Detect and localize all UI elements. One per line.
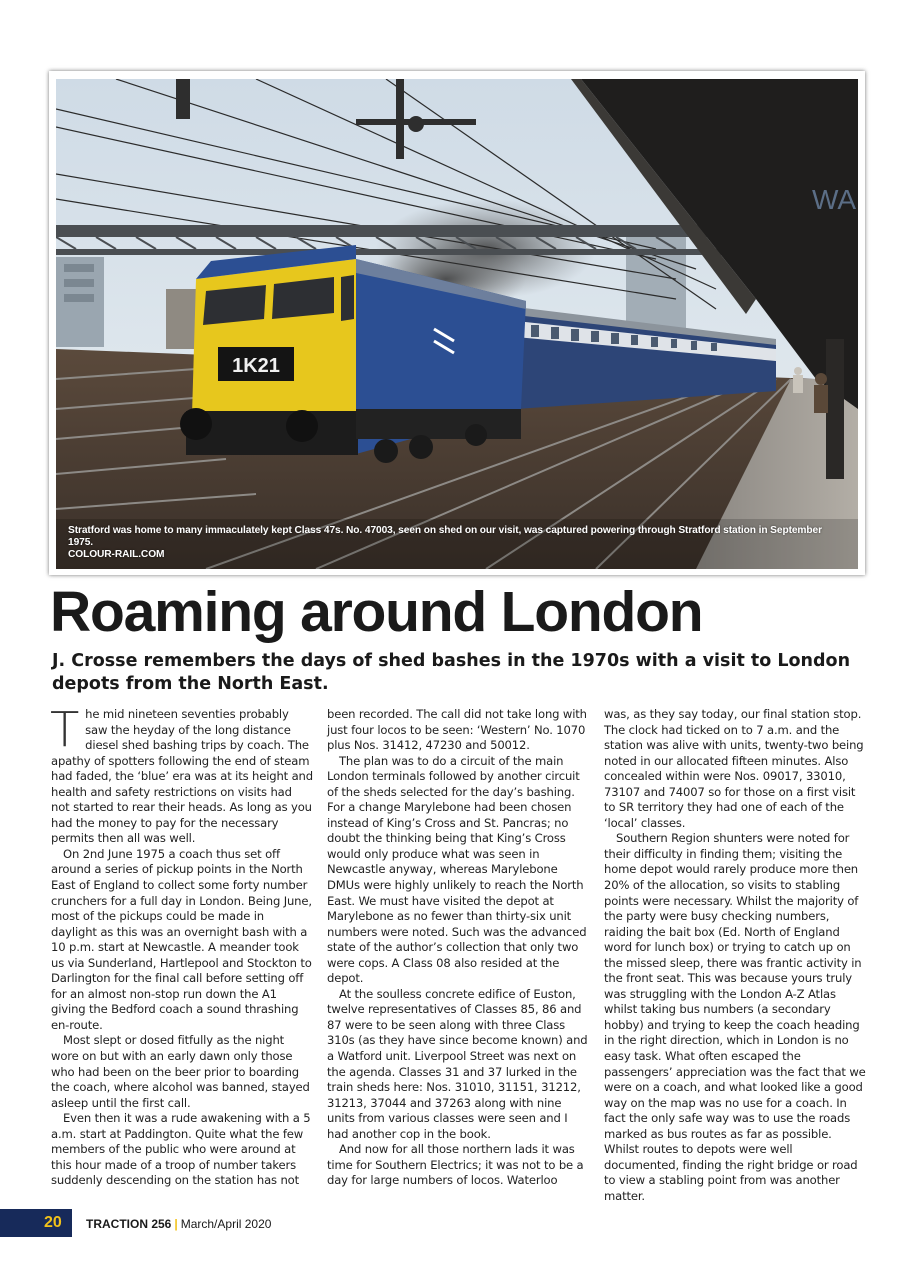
paragraph: Most slept or dosed fitfully as the night wore on but with an early dawn only those who had been on the beer prior to boarding the coach, where alcohol was banned, stayed asleep until the first call.: [51, 1033, 310, 1110]
paragraph: The plan was to do a circuit of the main London terminals followed by another circuit of the sheds selected for the day’s bashing. For a change Marylebone had been chosen instead of King’s Cross and St. Pancras; no doubt the thinking being that King’s Cross would only produce what was seen in Newcastle anyway, whereas Marylebone DMUs were highly unlikely to reach the North East. We must have visited the depot at Marylebone as no fewer than thirty-six unit numbers were noted. Such was the advanced state of the author’s collection that only two were cops. A Class 08 also resided at the depot.: [327, 753, 587, 986]
drop-cap: T: [50, 702, 80, 758]
page-number: 20: [44, 1214, 62, 1231]
article-column-2: [327, 707, 589, 1189]
photo-illustration: [56, 79, 858, 569]
paragraph: was, as they say today, our final station stop. The clock had ticked on to 7 a.m. and the station was alive with units, twenty-two being noted in our allocated fifteen minutes. Also concealed within were Nos. 09017, 33010, 73107 and 74007 so for those on a first visit to SR territory they had one of each of the ‘local’ classes.: [604, 707, 864, 830]
magazine-name: TRACTION 256: [86, 1217, 172, 1231]
locomotive-photo: [56, 79, 858, 569]
photo-frame: [49, 71, 865, 575]
caption-text: Stratford was home to many immaculately kept Class 47s. No. 47003, seen on shed on our visit, was captured powering through Stratford station in September 1975.: [68, 525, 822, 548]
footer-separator: |: [174, 1217, 178, 1231]
photo-caption: [68, 525, 843, 561]
paragraph: At the soulless concrete edifice of Euston, twelve representatives of Classes 85, 86 and 87 were to be seen along with three Class 310s (as they have since become known) and a Watford unit. Liverpool Street was next on the agenda. Classes 31 and 37 lurked in the train sheds here: Nos. 31010, 31151, 31212, 31213, 37044 and 37263 along with nine units from various classes were seen and I had another cop in the book.: [327, 986, 588, 1141]
paragraph: And now for all those northern lads it was time for Southern Electrics; it was not to be a day for large numbers of locos. Waterloo: [327, 1142, 584, 1188]
article-column-1: [50, 702, 313, 1189]
paragraph: Southern Region shunters were noted for their difficulty in finding them; visiting the home depot would rarely produce more then 20% of the allocation, so visits to stabling points were necessary. Whilst the majority of the party were busy checking numbers, raiding the bait box (Ed. North of England word for lunch box) or trying to catch up on the missed sleep, there was frantic activity in the front seat. This was because yours truly was struggling with the London A-Z Atlas whilst taking bus numbers (a secondary hobby) and trying to keep the coach heading in the right direction, which in London is no easy task. What often escaped the passengers’ appreciation was the fact that we were on a coach, and what looked like a good way on the map was no use for a coach. In fact the only safe way was to use the roads marked as bus routes as far as possible. Whilst routes to depots were well documented, finding the right bridge or road to view a stabling point from was another matter.: [604, 831, 866, 1203]
headcode-panel: 1K21: [232, 355, 280, 377]
paragraph: Even then it was a rude awakening with a 5 a.m. start at Paddington. Quite what the few members of the public who were around at this hour made of a troop of number takers suddenly descending on the station has not: [51, 1111, 311, 1188]
article-standfirst: J. Crosse remembers the days of shed bashes in the 1970s with a visit to London depots from the North East.: [52, 651, 851, 694]
paragraph: On 2nd June 1975 a coach thus set off around a series of pickup points in the North East of England to collect some forty number crunchers for a full day in London. Being June, most of the pickups could be made in daylight as this was an overnight bash with a 10 p.m. start at Newcastle. A meander took us via Sunderland, Hartlepool and Stockton to Darlington for the final call before setting off for an almost non-stop run down the A1 giving the Bedford coach a sound thrashing en-route.: [51, 846, 312, 1032]
article-column-3: [604, 707, 866, 1205]
svg-text:WA: WA: [812, 184, 857, 215]
issue-date: March/April 2020: [180, 1217, 272, 1231]
paragraph: been recorded. The call did not take long with just four locos to be seen: ‘Western’ No. 1070 plus Nos. 31412, 47230 and 50012.: [327, 707, 587, 753]
paragraph: The mid nineteen seventies probably saw the heyday of the long distance diesel shed bashing trips by coach. The apathy of spotters following the end of steam had faded, the ‘blue’ era was at its height and health and safety restrictions on visits had not started to rear their heads. As long as you had the money to pay for the necessary permits then all was well.: [50, 702, 313, 846]
article-title: Roaming around London: [50, 580, 703, 644]
footer-running-head: [86, 1216, 271, 1232]
photo-credit: COLOUR-RAIL.COM: [68, 549, 165, 560]
